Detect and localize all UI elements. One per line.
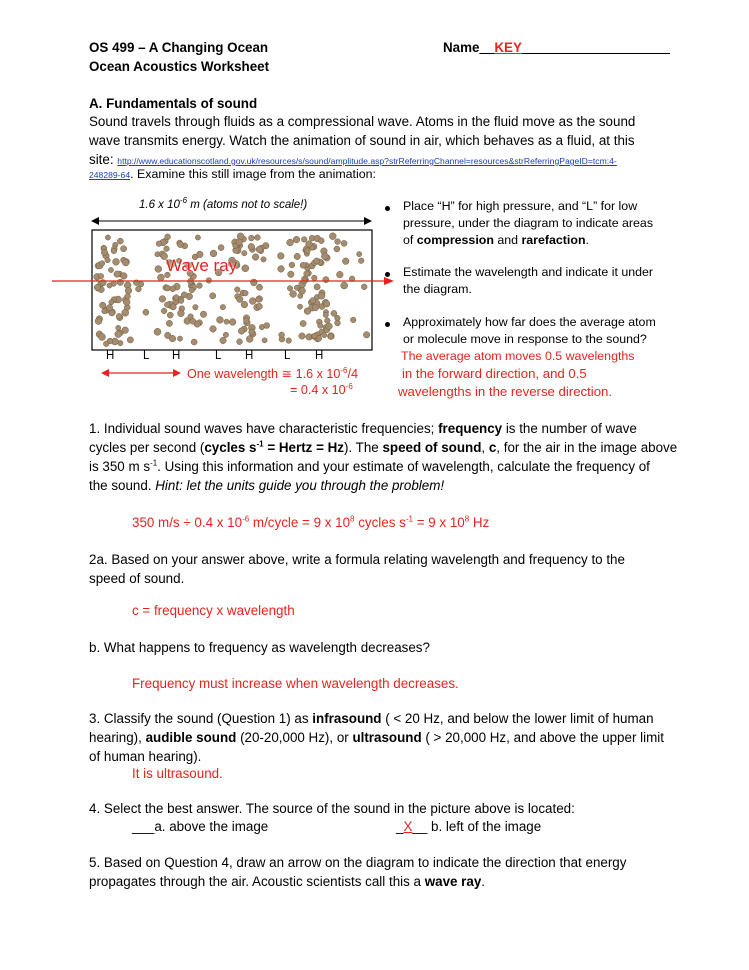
atom [306,241,313,248]
atom [116,313,122,319]
atom [249,235,255,241]
atom [100,302,106,308]
atom [164,246,170,252]
atom [331,310,337,316]
atom [256,246,263,253]
atom-answer-2: in the forward direction, and 0.5 [402,366,587,381]
worksheet-title: Ocean Acoustics Worksheet [89,59,270,74]
atom [249,329,255,335]
atom [310,298,316,304]
atom [261,257,266,262]
wavelength-answer-2: = 0.4 x $10^{-6}$ [290,381,353,397]
intro-site-label: site: [89,152,114,167]
atom [238,328,244,334]
atom [170,304,176,310]
wavelength-arrow [100,367,182,379]
atom [358,258,364,264]
atom [299,288,306,295]
atom [102,309,107,314]
q4-option-a[interactable]: ___a. above the image [132,819,269,834]
animation-link-cont[interactable]: 248289-64 [89,170,131,180]
atom [246,336,253,343]
atom [115,331,122,338]
atom [255,235,261,241]
atom [237,296,243,302]
q2b-text: b. What happens to frequency as wavelength decreases? [89,640,430,655]
atom [256,297,261,302]
atom [169,335,176,342]
atom [161,308,167,314]
atom [328,334,334,340]
atom [322,333,327,338]
atom [314,258,320,264]
atom [122,309,129,316]
atom [109,300,114,305]
atom [125,287,132,294]
atom [121,246,127,252]
atom [122,327,129,334]
atom [224,319,229,324]
course-title: OS 499 – A Changing Ocean [89,40,269,55]
atom [304,308,311,315]
atom [300,320,306,326]
atom [164,302,170,308]
atom [105,235,110,240]
atom [189,287,194,292]
atom [113,258,120,265]
bullet-wavelength: Estimate the wavelength and indicate it under the diagram. [403,265,654,296]
pressure-label: H [106,350,115,362]
atom [325,318,331,324]
atom [117,238,123,244]
atom [256,303,262,309]
name-value: KEY [494,40,522,55]
atom [210,326,217,333]
pressure-label: H [315,350,324,362]
animation-link[interactable]: http://www.educationscotland.gov.uk/resources/s/sound/amplitude.asp?strReferringChannel=resources&strReferringPageID=tcm:4- [117,156,617,166]
atom [218,245,224,251]
atom [101,249,107,255]
wave-ray-label: Wave ray [166,256,238,275]
atom [262,338,267,343]
atom [191,339,197,345]
atom [287,239,294,246]
atom [290,291,297,298]
atom [334,246,340,252]
q1-answer: 350 m/s ÷ 0.4 x $10^{-6}$ m/cycle = 9 x $10^8$ cycles $s^{-1} = 9$ x $10^8$ Hz [132,514,490,530]
atom [318,238,324,244]
atom [154,328,161,335]
bullet-dot [385,322,390,327]
name-field: Name__KEY [443,38,670,57]
fluid-box [92,230,372,350]
q3-answer: It is ultrasound. [132,766,223,781]
bullet-pressure: Place “H” for high pressure, and “L” for low pressure, under the diagram to indicate areas of compression and rarefaction. [403,199,654,247]
pressure-label: H [245,350,254,362]
atom [323,312,328,317]
atom [220,305,225,310]
q3-text: 3. Classify the sound (Question 1) as infrasound ( < 20 Hz, and below the lower limit of human hearing), audible sound (20-20,000 Hz), or ultrasound ( > 20,000 Hz, and above the upper limit of human hearing). [89,711,664,764]
atom [156,241,162,247]
bullet-dot [385,272,390,277]
atom [279,332,285,338]
atom [116,325,121,330]
atom [127,337,133,343]
atom [195,235,200,240]
atom [200,311,206,317]
intro-line-1: Sound travels through fluids as a compressional wave. Atoms in the fluid move as the sound [89,114,636,129]
atom [312,304,319,311]
atom [264,323,270,329]
atom [143,309,149,315]
atom [243,290,249,296]
atom [193,305,198,310]
atom [223,332,228,337]
q2a-answer: c = frequency x wavelength [132,603,295,618]
section-a-title: A. Fundamentals of sound [89,96,258,111]
atom [166,320,172,326]
q2a-text: 2a. Based on your answer above, write a formula relating wavelength and frequency to the speed of sound. [89,552,625,586]
atom [177,336,182,341]
atom [178,298,184,304]
q5-text: 5. Based on Question 4, draw an arrow on the diagram to indicate the direction that energy propagates through the air. Acoustic scientists call this a wave ray. [89,855,627,889]
q4-option-b[interactable]: _X__ b. left of the image [396,819,542,834]
atom [178,310,185,317]
atom [321,253,328,260]
atom [294,253,300,259]
atom [95,318,102,325]
atom [242,251,247,256]
atom-answer-1: The average atom moves 0.5 wavelengths [401,349,635,363]
atom [105,257,110,262]
atom [173,295,179,301]
atom [341,240,347,246]
q2b-answer: Frequency must increase when wavelength decreases. [132,676,459,691]
wavelength-answer-1: One wavelength ≅ 1.6 x $10^{-6}/4$ [187,365,359,381]
atom [297,304,302,309]
atom [324,301,330,307]
atom [335,239,341,245]
scale-arrow [91,217,372,225]
intro-line-4-text: . Examine this still image from the animation: [130,167,376,181]
q4-option-b-mark: X [403,819,413,834]
atom [177,241,183,247]
pressure-label: L [143,350,150,362]
atom [329,233,336,240]
atom [210,293,216,299]
atom [123,299,130,306]
bullet-atom-motion: Approximately how far does the average atom or molecule move in response to the sound? [403,315,656,346]
atom [318,292,325,299]
atom [122,259,129,266]
pressure-label: L [284,350,291,362]
atom [335,320,341,326]
atom [103,341,109,347]
atom [125,293,131,299]
atom [233,243,238,248]
atom [305,248,311,254]
atom [312,333,317,338]
atom [217,317,224,324]
atom [278,253,285,260]
atom [326,323,333,330]
q1-text: 1. Individual sound waves have characteristic frequencies; frequency is the number of wave cycles per second (cycles $s^{-1}$ = Hertz = Hz). The speed of sound, c, for the air in the image above is 350 m $s^{-1}$. Using this information and your estimate of wavelength, calculate the frequency of the sound. Hint: let the units guide you through the problem! [89,421,678,493]
scale-label: 1.6 x $10^{-6}$ m (atoms not to scale!) [139,196,308,211]
atom [293,236,300,243]
atom [237,339,243,345]
atom [229,319,236,326]
atom [248,243,255,250]
atom [159,296,166,303]
name-label: Name [443,40,480,55]
q4-text: 4. Select the best answer. The source of the sound in the picture above is located: [89,801,575,816]
atom [241,301,248,308]
pressure-label: H [172,350,181,362]
atom [99,334,106,341]
atom [252,254,259,261]
atom [286,338,292,344]
atom [249,298,256,305]
atom-answer-3: wavelengths in the reverse direction. [398,384,613,399]
atom [244,318,250,324]
atom [107,305,113,311]
atom [111,248,117,254]
atom [363,332,369,338]
intro-line-4 [89,164,376,185]
bullet-dot [385,206,390,211]
atom [220,337,226,343]
atom [190,318,196,324]
atom [167,312,173,318]
atom [165,234,171,240]
atom [318,323,323,328]
intro-line-2: wave transmits energy. Watch the animation of sound in air, which behaves as a fluid, at this [89,133,635,148]
atom [299,333,305,339]
atom [357,252,362,257]
atom [350,317,356,323]
atom [342,258,349,265]
atom [301,237,307,243]
pressure-label: L [215,350,222,362]
